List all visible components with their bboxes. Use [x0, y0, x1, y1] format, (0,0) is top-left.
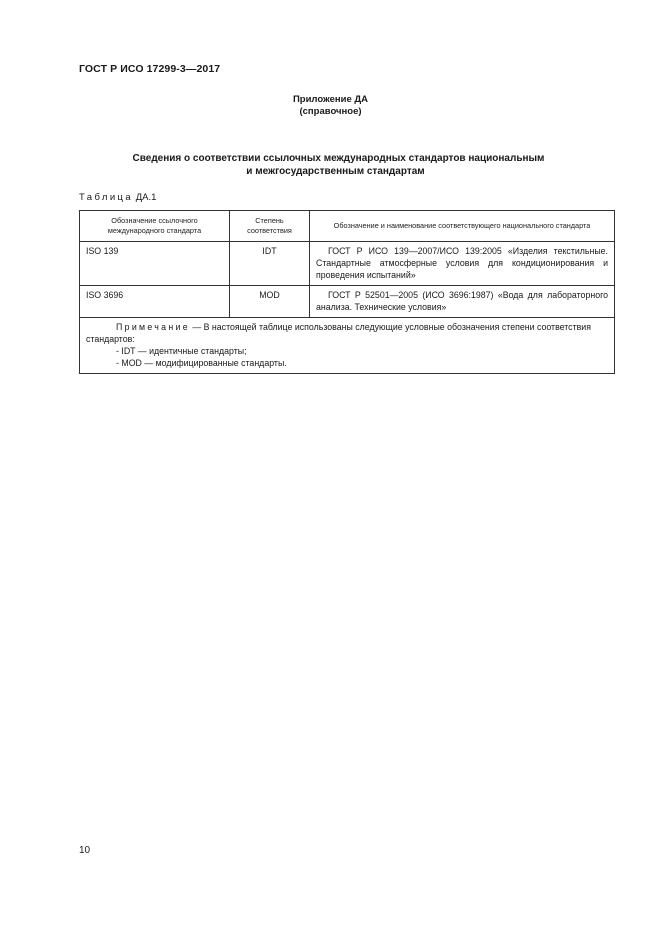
header-international-standard: Обозначение ссылочного международного стандарта — [80, 211, 230, 242]
section-title-line-1: Сведения о соответствии ссылочных международных стандартов национальным — [132, 153, 545, 164]
table-note-row — [80, 318, 615, 374]
table-row — [80, 286, 615, 318]
header-degree: Степень соответствия — [230, 211, 310, 242]
page-number: 10 — [79, 845, 91, 856]
appendix-title: Приложение ДА — [292, 94, 369, 105]
note-body: — В настоящей таблице использованы следующие условные обозначения степени соответствия стандартов: — [86, 322, 591, 344]
table-caption-number: ДА.1 — [135, 192, 157, 203]
cell-national-standard: ГОСТ Р 52501—2005 (ИСО 3696:1987) «Вода для лабораторного анализа. Технические условия» — [310, 286, 615, 318]
table-caption — [79, 192, 156, 203]
note-item-idt: - IDT — идентичные стандарты; — [116, 346, 247, 356]
table-caption-label: Таблица — [79, 192, 134, 203]
cell-degree: IDT — [230, 242, 310, 286]
note-label: Примечание — [116, 322, 190, 332]
note-item-mod: - MOD — модифицированные стандарты. — [116, 358, 287, 368]
appendix-subtitle: (справочное) — [299, 106, 362, 117]
table-header-row — [80, 211, 615, 242]
table-row — [80, 242, 615, 286]
document-code: ГОСТ Р ИСО 17299-3—2017 — [79, 63, 221, 75]
table-note — [80, 318, 615, 374]
cell-degree: MOD — [230, 286, 310, 318]
header-national-standard: Обозначение и наименование соответствующего национального стандарта — [310, 211, 615, 242]
cell-national-standard: ГОСТ Р ИСО 139—2007/ИСО 139:2005 «Изделия текстильные. Стандартные атмосферные условия для кондиционирования и проведения испытаний» — [310, 242, 615, 286]
section-title-line-2: и межгосударственным стандартам — [246, 166, 425, 177]
cell-international-standard: ISO 139 — [80, 242, 230, 286]
cell-international-standard: ISO 3696 — [80, 286, 230, 318]
note-text — [86, 321, 608, 345]
standards-table — [79, 210, 615, 374]
